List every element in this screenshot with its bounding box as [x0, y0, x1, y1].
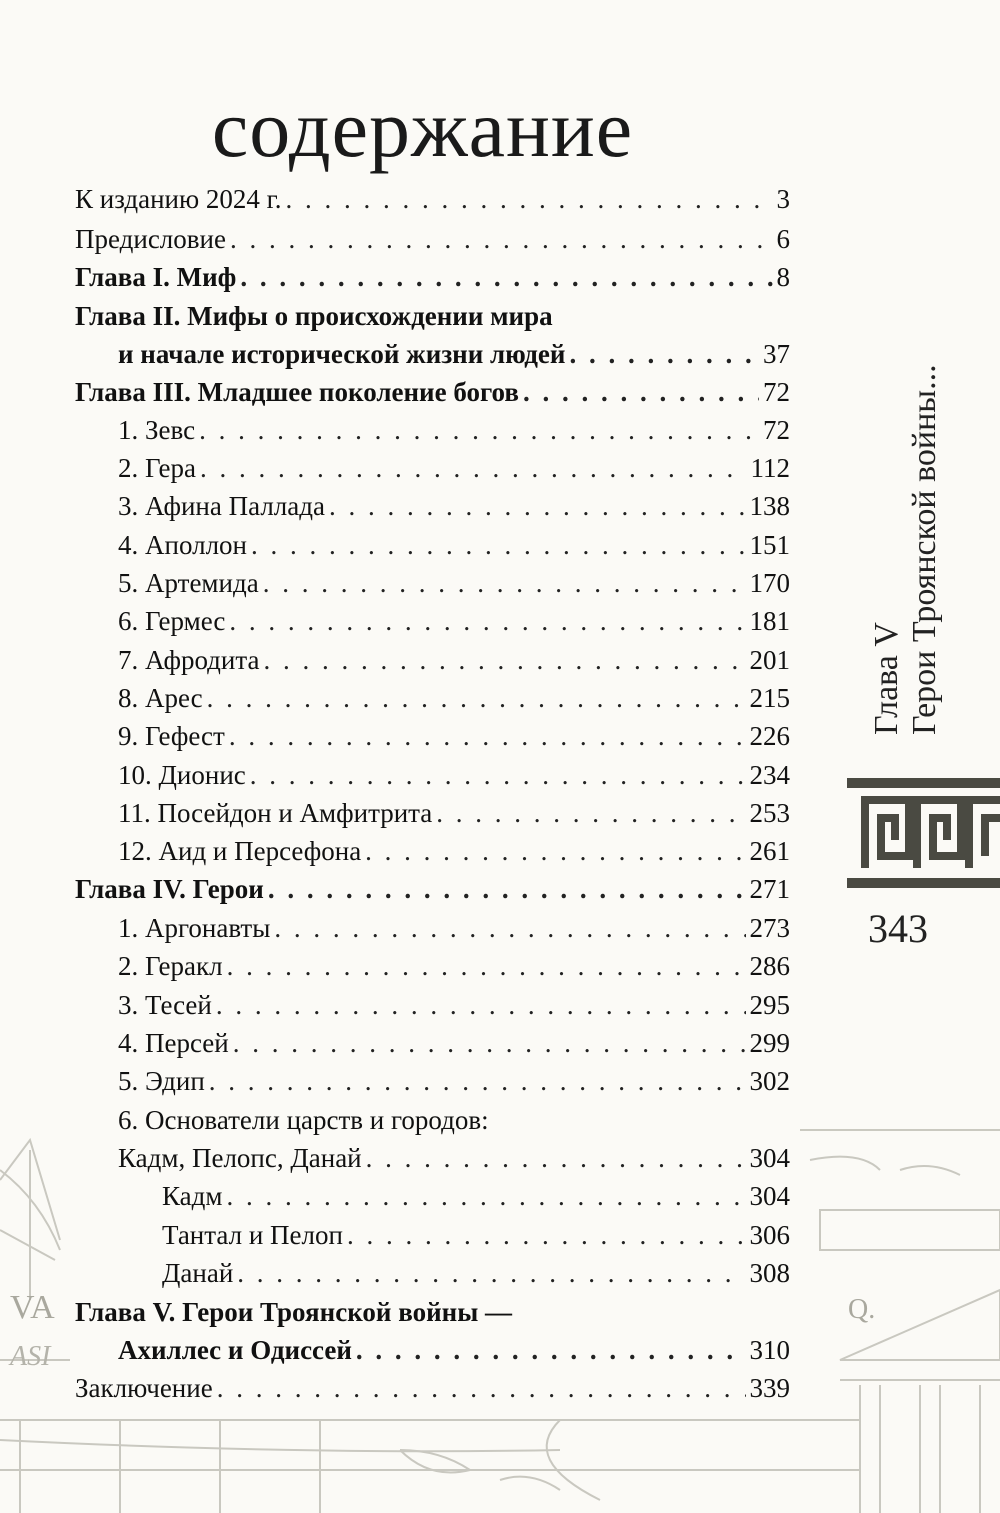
toc-entry [118, 794, 790, 832]
toc-leader-dots [264, 641, 746, 679]
toc-page-number: 37 [763, 339, 790, 369]
background-letters-left: VA [10, 1289, 55, 1326]
running-head-chapter: Глава V [868, 622, 905, 735]
toc-page-number: 253 [749, 798, 790, 828]
toc-leader-dots [347, 1216, 746, 1254]
toc-page-number: 299 [749, 1028, 790, 1058]
toc-page-number: 170 [749, 568, 790, 598]
toc-entry [118, 1024, 790, 1062]
toc-entry [162, 1254, 790, 1292]
toc-entry-title: 2. Гера [118, 453, 197, 483]
toc-page-number: 261 [749, 836, 790, 866]
toc-page-number: 138 [749, 491, 790, 521]
toc-page-number: 306 [749, 1220, 790, 1250]
toc-page-number: 201 [749, 645, 790, 675]
toc-entry [118, 986, 790, 1024]
toc-entry [118, 487, 790, 525]
toc-entry [162, 1177, 790, 1215]
toc-entry [118, 1139, 790, 1177]
toc-entry-title: Заключение [75, 1373, 213, 1403]
toc-page-number: 226 [749, 721, 790, 751]
toc-leader-dots [251, 526, 746, 564]
toc-entry [118, 411, 790, 449]
toc-page-number: 215 [749, 683, 790, 713]
toc-leader-dots [229, 602, 745, 640]
toc-leader-dots [569, 335, 759, 373]
toc-leader-dots [263, 564, 746, 602]
toc-entry-title: 12. Аид и Персефона [118, 836, 362, 866]
toc-leader-dots [233, 1024, 746, 1062]
toc-entry-title: Глава III. Младшее поколение богов [75, 377, 519, 407]
toc-entry [75, 220, 790, 258]
toc-leader-dots [199, 411, 759, 449]
toc-entry-title: Предисловие [75, 224, 226, 254]
toc-entry [118, 1331, 790, 1369]
toc-page-number: 308 [749, 1258, 790, 1288]
toc-entry-title: Тантал и Пелоп [162, 1220, 343, 1250]
toc-entry [118, 1062, 790, 1100]
toc-entry [118, 832, 790, 870]
toc-entry-title: 1. Аргонавты [118, 913, 271, 943]
toc-leader-dots [226, 1177, 745, 1215]
toc-leader-dots [523, 373, 759, 411]
toc-page-number: 286 [749, 951, 790, 981]
page-number: 343 [868, 906, 928, 951]
toc-entry [75, 870, 790, 908]
toc-page-number: 273 [749, 913, 790, 943]
toc-leader-dots [436, 794, 745, 832]
toc-entry-title: Кадм, Пелопс, Данай [118, 1143, 362, 1173]
toc-leader-dots [329, 487, 746, 525]
toc-entry-title: 6. Гермес [118, 606, 226, 636]
toc-leader-dots [274, 909, 745, 947]
toc-page-number: 304 [749, 1143, 790, 1173]
toc-entry [75, 297, 553, 335]
toc-page-number: 339 [749, 1373, 790, 1403]
toc-entry-title: Данай [162, 1258, 234, 1288]
toc-leader-dots [240, 258, 772, 296]
background-letters-left-2: ASI [10, 1341, 51, 1372]
toc-entry-title: и начале исторической жизни людей [118, 339, 566, 369]
toc-entry-title: К изданию 2024 г. [75, 184, 282, 214]
toc-leader-dots [237, 1254, 745, 1292]
toc-entry [75, 1369, 790, 1407]
toc-entry-title: Ахиллес и Одиссей [118, 1335, 352, 1365]
toc-entry [118, 756, 790, 794]
running-head-title: Герои Троянской войны... [906, 364, 943, 735]
toc-entry-title: 4. Персей [118, 1028, 229, 1058]
toc-leader-dots [217, 1369, 746, 1407]
toc-page-number: 6 [776, 224, 790, 254]
toc-leader-dots [230, 220, 773, 258]
toc-leader-dots [207, 679, 746, 717]
toc-leader-dots [365, 832, 745, 870]
toc-leader-dots [209, 1062, 746, 1100]
toc-entry [75, 1293, 512, 1331]
toc-entry [162, 1216, 790, 1254]
toc-entry-title: 8. Арес [118, 683, 203, 713]
toc-entry-title: 6. Основатели царств и городов: [118, 1105, 489, 1135]
toc-entry-title: Глава V. Герои Троянской войны — [75, 1297, 513, 1327]
toc-page-number: 310 [749, 1335, 790, 1365]
toc-leader-dots [227, 947, 746, 985]
toc-entry-title: Глава IV. Герои [75, 874, 264, 904]
toc-entry [75, 258, 790, 296]
background-letters-right: Q. [848, 1294, 876, 1325]
toc-page-number: 181 [749, 606, 790, 636]
toc-leader-dots [229, 717, 746, 755]
toc-entry-title: Кадм [162, 1181, 223, 1211]
toc-page-number: 72 [763, 415, 790, 445]
toc-entry-title: 7. Афродита [118, 645, 260, 675]
toc-entry-title: Глава I. Миф [75, 262, 237, 292]
toc-entry [118, 717, 790, 755]
toc-entry-title: Глава II. Мифы о происхождении мира [75, 301, 553, 331]
toc-leader-dots [200, 449, 746, 487]
toc-entry-title: 4. Аполлон [118, 530, 247, 560]
toc-page-number: 234 [749, 760, 790, 790]
toc-page-number: 304 [749, 1181, 790, 1211]
toc-page-number: 271 [749, 874, 790, 904]
toc-entry [118, 526, 790, 564]
toc-leader-dots [268, 870, 746, 908]
toc-entry-title: 9. Гефест [118, 721, 225, 751]
toc-entry-title: 2. Геракл [118, 951, 223, 981]
toc-page-number: 295 [749, 990, 790, 1020]
toc-entry [118, 564, 790, 602]
toc-entry-title: 10. Дионис [118, 760, 246, 790]
toc-entry [118, 909, 790, 947]
toc-page-number: 72 [763, 377, 790, 407]
toc-leader-dots [366, 1139, 746, 1177]
toc-entry-title: 5. Эдип [118, 1066, 205, 1096]
toc-entry-title: 3. Тесей [118, 990, 212, 1020]
toc-entry [118, 335, 790, 373]
page-title: содержание [211, 83, 634, 174]
toc-entry-title: 11. Посейдон и Амфитрита [118, 798, 433, 828]
toc-entry-title: 3. Афина Паллада [118, 491, 325, 521]
toc-entry [118, 679, 790, 717]
toc-entry [118, 641, 790, 679]
toc-page-number: 302 [749, 1066, 790, 1096]
toc-entry [118, 602, 790, 640]
toc-leader-dots [250, 756, 746, 794]
toc-leader-dots [285, 180, 772, 218]
toc-page-number: 3 [776, 184, 790, 214]
toc-page-number: 8 [776, 262, 790, 292]
toc-leader-dots [356, 1331, 746, 1369]
greek-key-ornament [847, 778, 1000, 888]
toc-entry-title: 1. Зевс [118, 415, 196, 445]
toc-entry [118, 449, 790, 487]
toc-entry [75, 373, 790, 411]
toc-page-number: 151 [749, 530, 790, 560]
toc-entry-title: 5. Артемида [118, 568, 259, 598]
toc-leader-dots [216, 986, 746, 1024]
toc-entry [118, 1101, 489, 1139]
toc-entry [75, 180, 790, 218]
toc-page-number: 112 [750, 453, 790, 483]
toc-entry [118, 947, 790, 985]
